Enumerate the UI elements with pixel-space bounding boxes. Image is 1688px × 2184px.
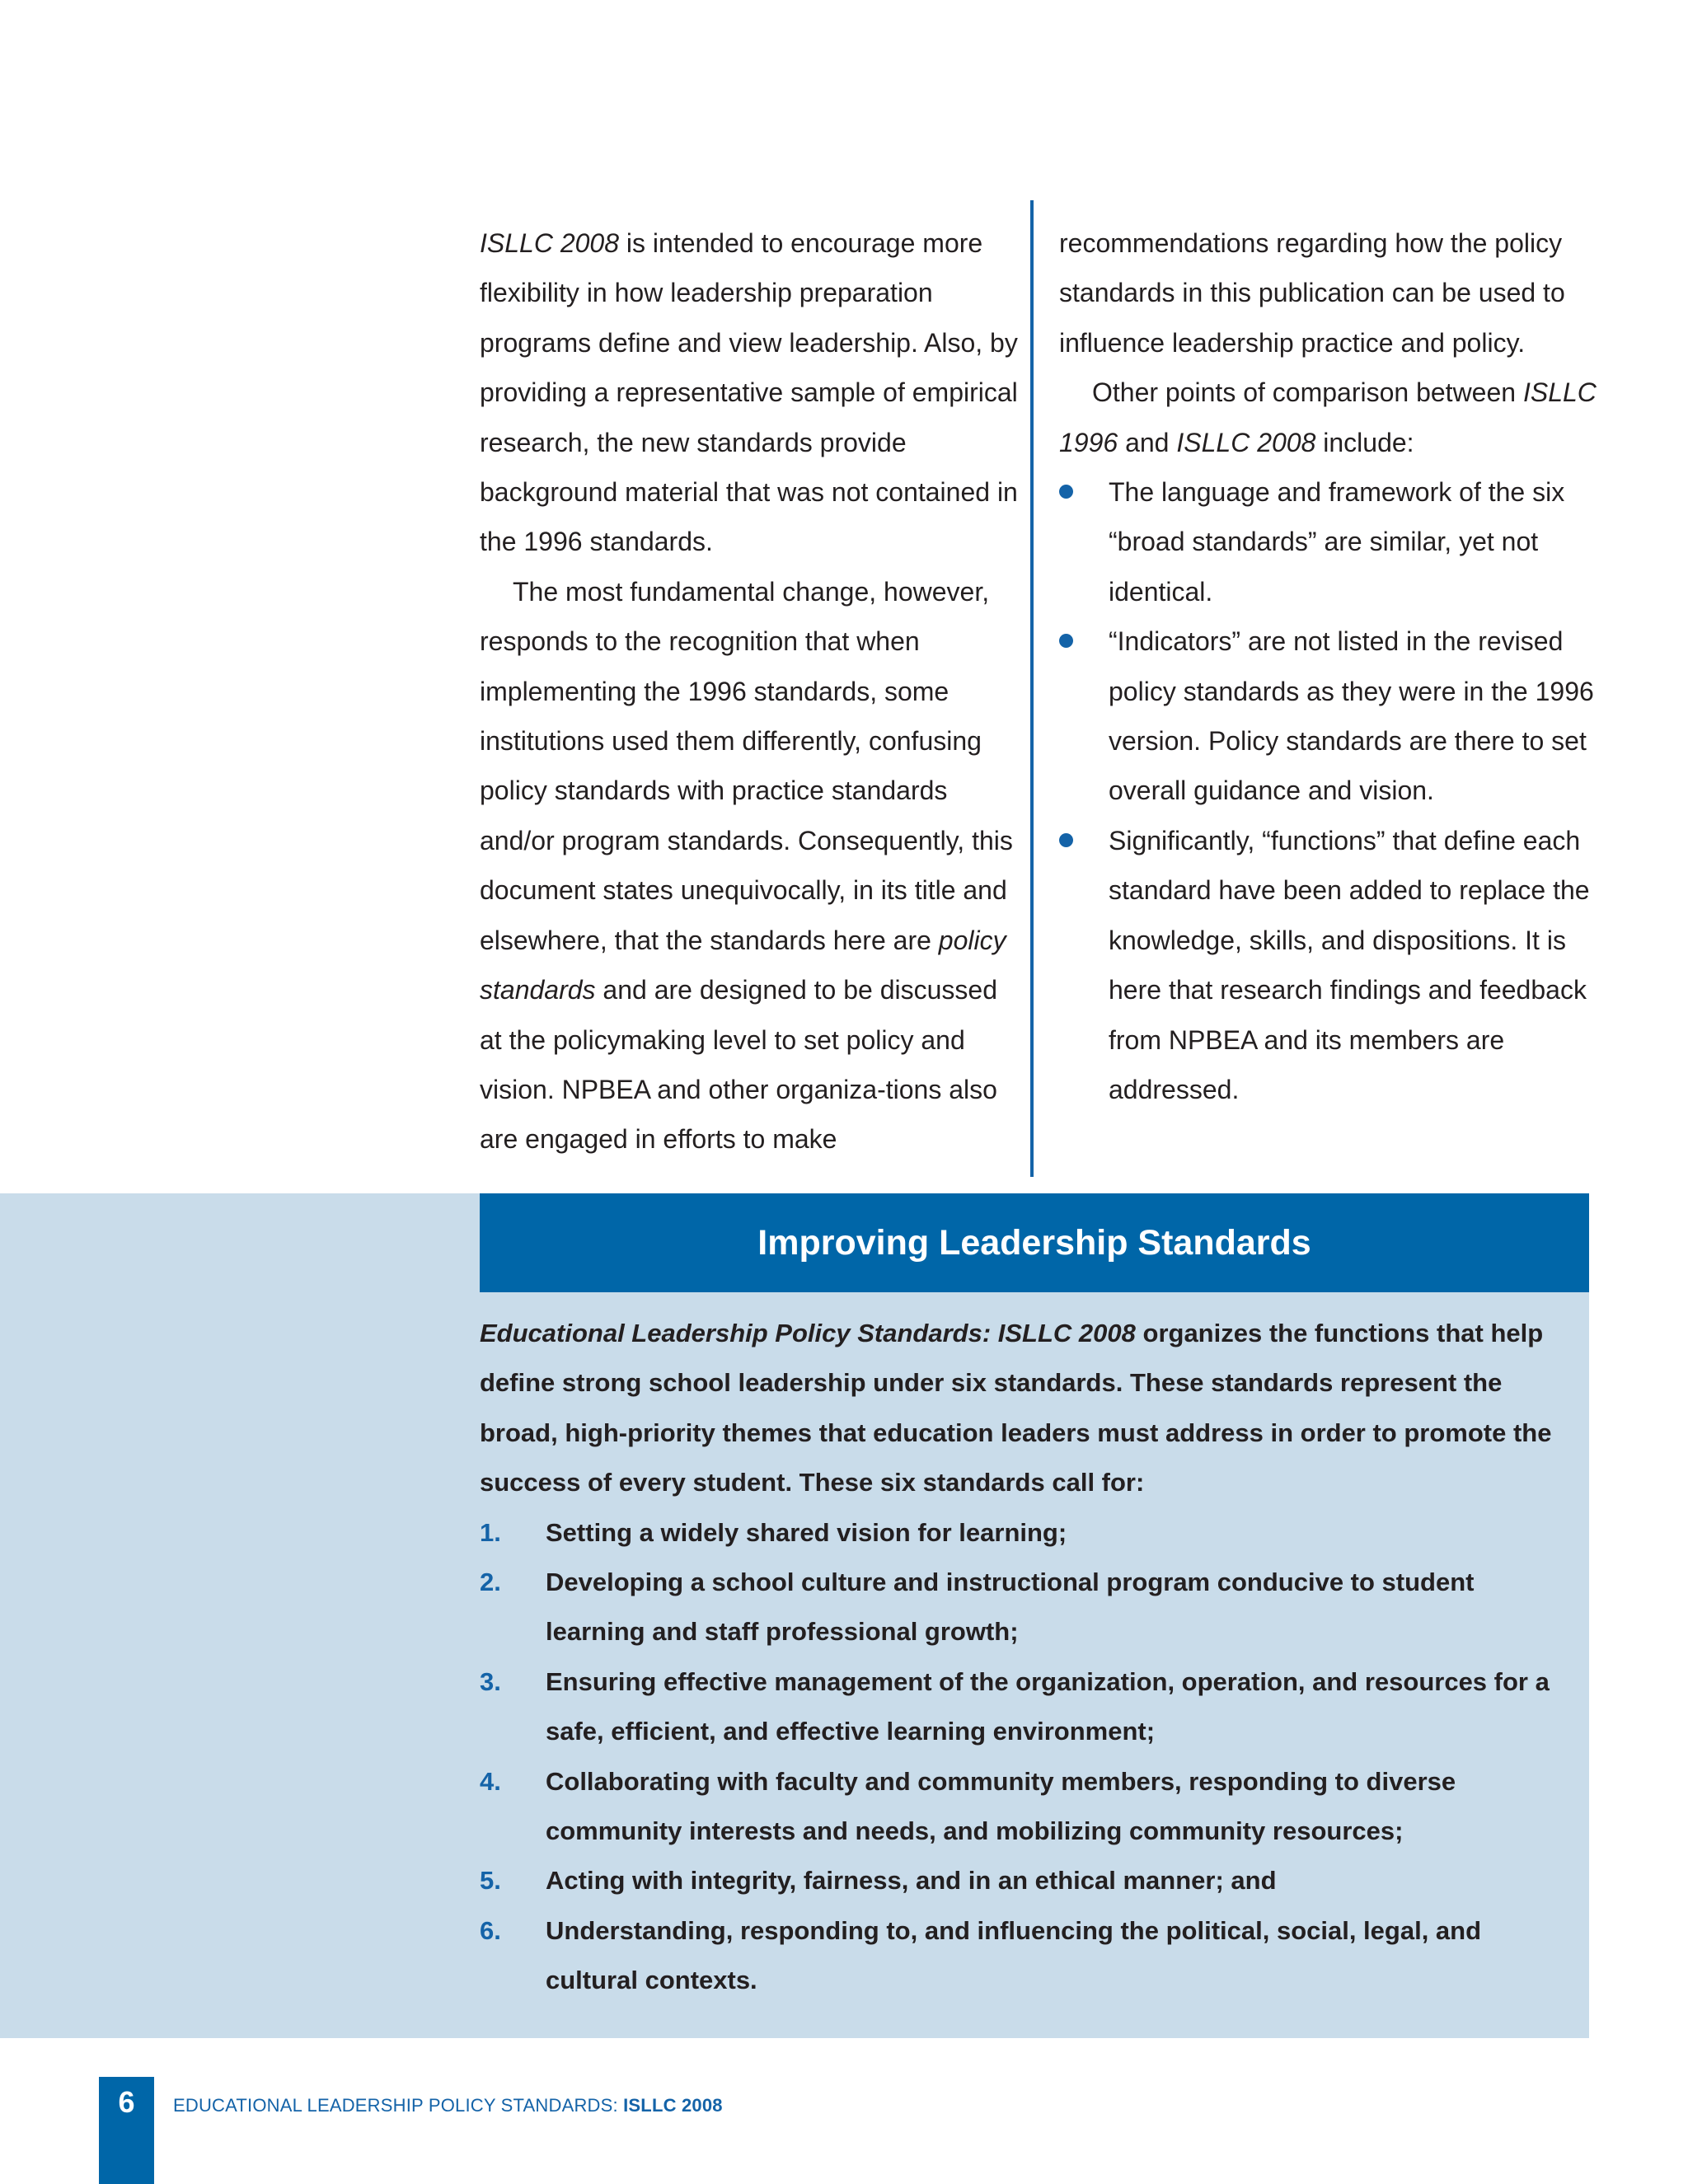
running-head: EDUCATIONAL LEADERSHIP POLICY STANDARDS: ISLLC 2008 — [173, 2095, 723, 2116]
page-number: 6 — [118, 2085, 135, 2119]
right-paragraph-2: Other points of comparison between ISLLC 1996 and ISLLC 2008 include: — [1059, 377, 1597, 457]
bullet-item: “Indicators” are not listed in the revised policy standards as they were in the 1996 version. Policy standards are there to set overall guidance and vision. — [1059, 616, 1603, 816]
left-paragraph-2: The most fundamental change, however, responds to the recognition that when implementing the 1996 standards, some institutions used them differently, confusing policy standards with practice standards and/or program standards. Consequently, this document states unequivocally, in its title and elsewhere, that the standards here are policy standards and are designed to be discussed at the policymaking level to set policy and vision. NPBEA and other organiza-tions also are engaged in efforts to make — [480, 576, 1013, 1155]
callout-intro: Educational Leadership Policy Standards: ISLLC 2008 organizes the functions that help define strong school leadership under six standards. These standards represent the broad, high-priority themes that education leaders must address in order to promote the success of every student. These six standards call for: — [480, 1319, 1552, 1497]
standard-item: 5. Acting with integrity, fairness, and in an ethical manner; and — [480, 1866, 1277, 1896]
bullet-dot-icon — [1059, 833, 1073, 847]
document-title-italic: Educational Leadership Policy Standards: ISLLC 2008 — [480, 1319, 1136, 1347]
standard-item: 4. Collaborating with faculty and community members, responding to diverse community interests and needs, and mobilizing community resources; — [480, 1766, 1456, 1846]
standard-item: 6. Understanding, responding to, and influencing the political, social, legal, and cultural contexts. — [480, 1915, 1482, 1995]
left-paragraph-1: ISLLC 2008 is intended to encourage more flexibility in how leadership preparation programs define and view leadership. Also, by providing a representative sample of empirical research, the new standards provide background material that was not contained in the 1996 standards. — [480, 228, 1018, 557]
column-divider — [1030, 200, 1034, 1177]
bullet-dot-icon — [1059, 485, 1073, 499]
callout-title: Improving Leadership Standards — [480, 1193, 1589, 1292]
standard-item: 2. Developing a school culture and instructional program conducive to student learning and staff professional growth; — [480, 1568, 1475, 1647]
bullet-item: Significantly, “functions” that define each standard have been added to replace the knowledge, skills, and dispositions. It is here that research findings and feedback from NPBEA and its members are addressed. — [1059, 816, 1603, 1114]
comparison-bullet-list — [1059, 467, 1603, 1114]
callout-body — [480, 1309, 1576, 2006]
standard-item: 1. Setting a widely shared vision for learning; — [480, 1517, 1067, 1547]
bullet-dot-icon — [1059, 634, 1073, 648]
right-paragraph-1: recommendations regarding how the policy standards in this publication can be used to influence leadership practice and policy. — [1059, 228, 1565, 358]
standard-item: 3. Ensuring effective management of the organization, operation, and resources for a safe, efficient, and effective learning environment; — [480, 1666, 1550, 1746]
right-column — [1059, 218, 1603, 1114]
isllc-2008-italic: ISLLC 2008 — [480, 228, 620, 258]
left-column — [480, 218, 1024, 1165]
policy-standards-italic: policy standards — [480, 925, 1006, 1005]
six-standards-list — [480, 1508, 1576, 2006]
bullet-item: The language and framework of the six “broad standards” are similar, yet not identical. — [1059, 467, 1603, 616]
